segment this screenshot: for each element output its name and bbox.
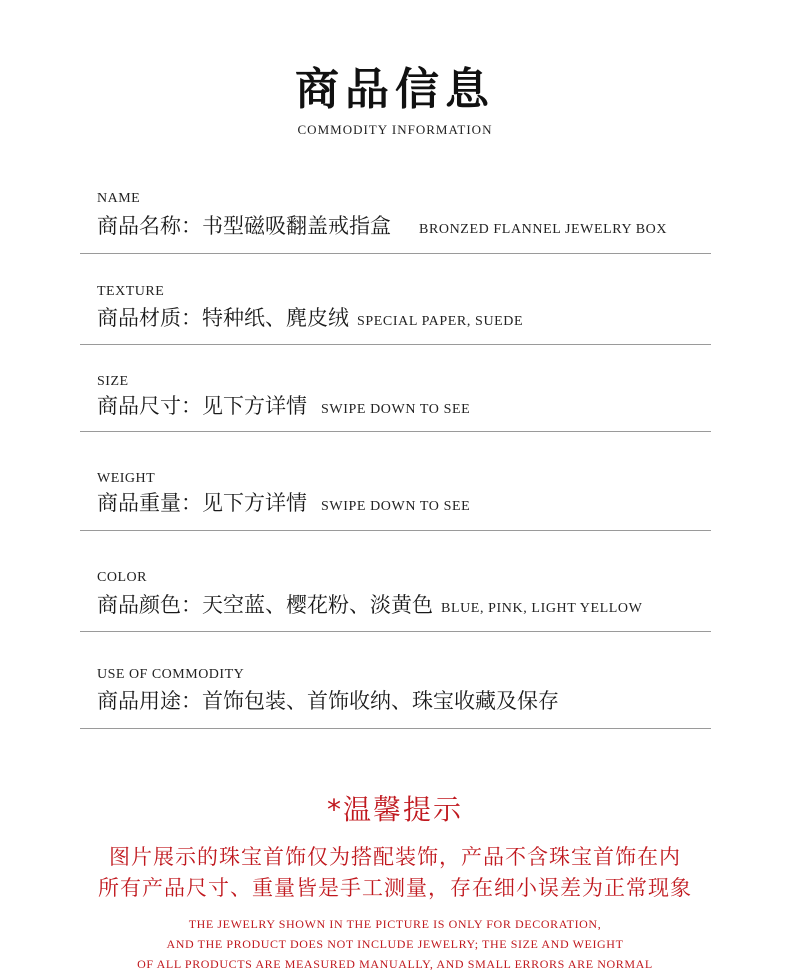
info-row-size [80,374,711,432]
notice-en-text [0,914,790,974]
notice-en-line: AND THE PRODUCT DOES NOT INCLUDE JEWELRY; THE SIZE AND WEIGHT [166,937,624,951]
notice-cn-line: 图片展示的珠宝首饰仅为搭配装饰，产品不含珠宝首饰在内 [109,845,681,869]
row-value-cn: 见下方详情 [202,394,307,418]
row-line [97,487,470,517]
row-value-en: SPECIAL PAPER, SUEDE [357,314,524,329]
row-value-en: BLUE, PINK, LIGHT YELLOW [441,601,643,616]
row-label-cn: 商品重量： [97,491,202,515]
info-row-weight [80,471,711,531]
notice-title: *温馨提示 [326,793,463,826]
info-row-texture [80,284,711,345]
page-header [0,62,790,138]
notice-cn-text [0,842,790,904]
row-line [97,390,470,420]
row-value-en: SWIPE DOWN TO SEE [321,499,471,514]
page-subtitle: COMMODITY INFORMATION [297,122,493,137]
info-row-use [80,667,711,729]
row-line [97,685,559,715]
row-line [97,302,523,332]
row-label-cn: 商品名称： [97,214,202,238]
notice-en-line: OF ALL PRODUCTS ARE MEASURED MANUALLY, AND SMALL ERRORS ARE NORMAL [137,957,653,971]
row-label-cn: 商品尺寸： [97,394,202,418]
row-value-en: SWIPE DOWN TO SEE [321,402,471,417]
notice-en-line: THE JEWELRY SHOWN IN THE PICTURE IS ONLY FOR DECORATION, [188,917,602,931]
row-label-cn: 商品用途： [97,689,202,713]
row-label-en: COLOR [97,570,147,585]
page-title: 商品信息 [295,64,495,115]
row-value-cn: 天空蓝、樱花粉、淡黄色 [202,593,433,617]
notice-cn-line: 所有产品尺寸、重量皆是手工测量，存在细小误差为正常现象 [98,876,692,900]
row-label-cn: 商品材质： [97,306,202,330]
row-label-en: TEXTURE [97,284,165,299]
row-value-en: BRONZED FLANNEL JEWELRY BOX [419,222,668,237]
row-label-cn: 商品颜色： [97,593,202,617]
info-row-color [80,570,711,632]
row-line [97,589,642,619]
info-row-name [80,190,711,254]
row-value-cn: 见下方详情 [202,491,307,515]
row-value-cn: 特种纸、麂皮绒 [202,306,349,330]
row-label-en: NAME [97,191,141,206]
row-label-en: WEIGHT [97,471,156,486]
row-line [97,210,667,240]
row-label-en: SIZE [97,374,129,389]
row-label-en: USE OF COMMODITY [97,667,245,682]
row-value-cn: 书型磁吸翻盖戒指盒 [202,214,391,238]
row-value-cn: 首饰包装、首饰收纳、珠宝收藏及保存 [202,689,559,713]
